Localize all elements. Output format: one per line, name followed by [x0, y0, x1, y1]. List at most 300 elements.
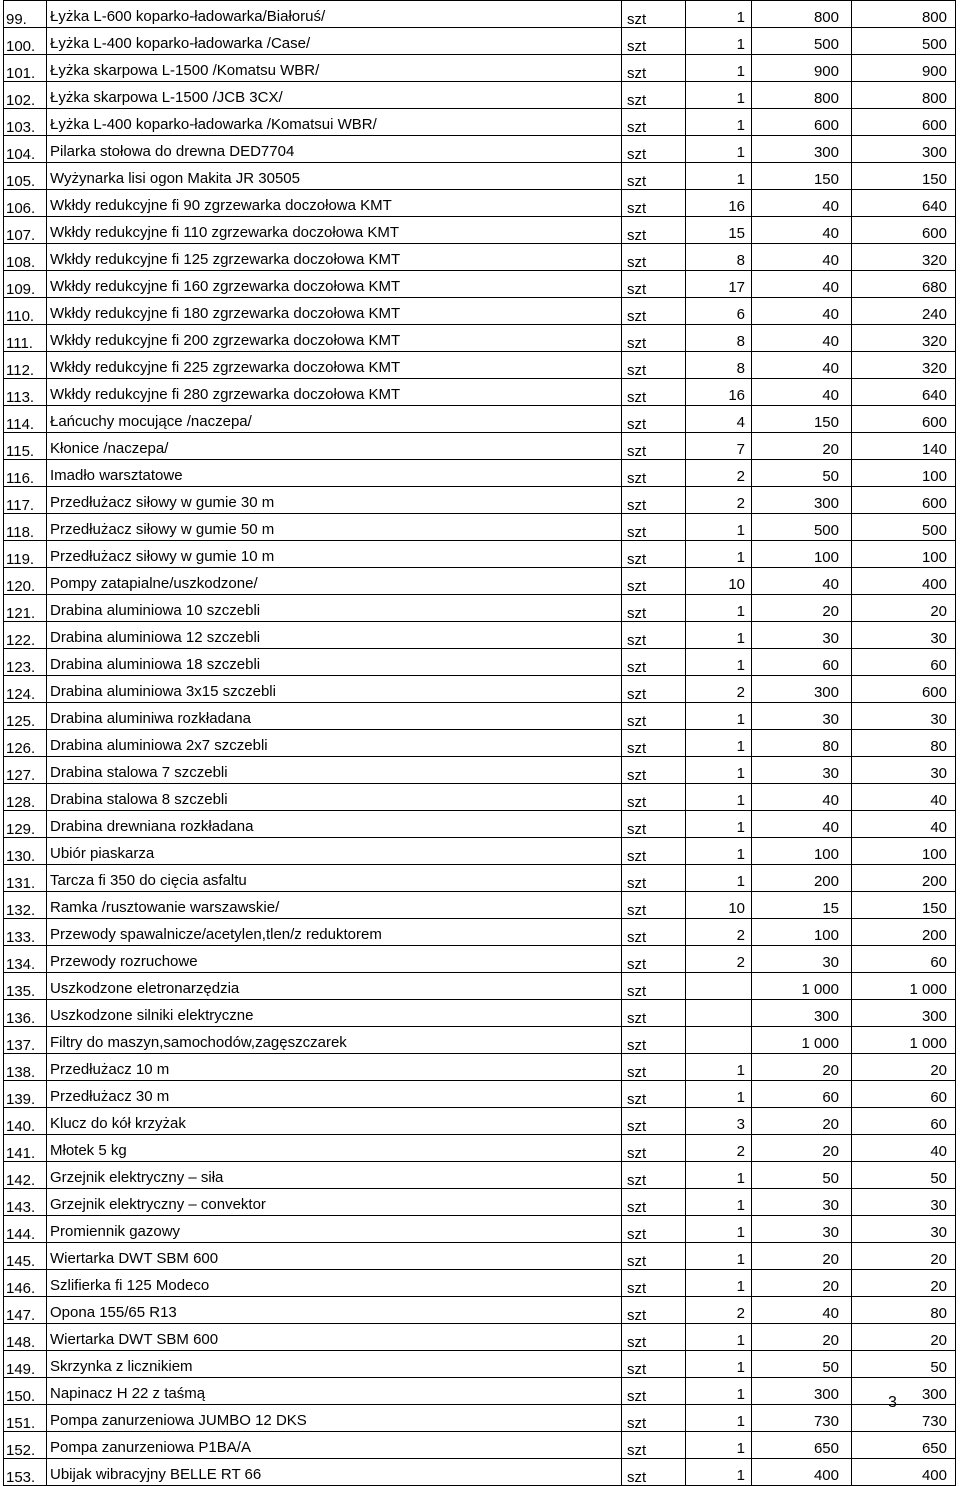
row-number: 133.: [4, 919, 47, 946]
table-row: [4, 298, 956, 325]
item-name: Szlifierka fi 125 Modeco: [47, 1270, 622, 1297]
table-row: [4, 622, 956, 649]
quantity: 2: [686, 487, 752, 514]
unit-price: 30: [752, 757, 852, 784]
item-name: Łyżka skarpowa L-1500 /JCB 3CX/: [47, 82, 622, 109]
row-number: 148.: [4, 1324, 47, 1351]
unit: szt: [622, 1324, 686, 1351]
unit-price: 300: [752, 136, 852, 163]
row-number: 150.: [4, 1378, 47, 1405]
unit-price: 200: [752, 865, 852, 892]
row-number: 134.: [4, 946, 47, 973]
item-name: Łyżka L-600 koparko-ładowarka/Białoruś/: [47, 1, 622, 28]
row-number: 129.: [4, 811, 47, 838]
unit: szt: [622, 1000, 686, 1027]
total-value: 20: [852, 595, 956, 622]
unit: szt: [622, 298, 686, 325]
item-name: Pompa zanurzeniowa JUMBO 12 DKS: [47, 1405, 622, 1432]
quantity: [686, 1027, 752, 1054]
unit-price: 20: [752, 1135, 852, 1162]
row-number: 151.: [4, 1405, 47, 1432]
unit-price: 20: [752, 595, 852, 622]
unit: szt: [622, 1189, 686, 1216]
quantity: 1: [686, 811, 752, 838]
item-name: Wiertarka DWT SBM 600: [47, 1324, 622, 1351]
row-number: 112.: [4, 352, 47, 379]
quantity: 17: [686, 271, 752, 298]
item-name: Wkłdy redukcyjne fi 160 zgrzewarka doczołowa KMT: [47, 271, 622, 298]
row-number: 128.: [4, 784, 47, 811]
unit: szt: [622, 838, 686, 865]
table-row: [4, 406, 956, 433]
item-name: Przedłużacz 30 m: [47, 1081, 622, 1108]
table-row: [4, 1000, 956, 1027]
table-row: [4, 1459, 956, 1486]
table-row: [4, 1162, 956, 1189]
unit: szt: [622, 244, 686, 271]
unit: szt: [622, 784, 686, 811]
unit-price: 60: [752, 649, 852, 676]
total-value: 320: [852, 325, 956, 352]
unit-price: 40: [752, 244, 852, 271]
unit: szt: [622, 163, 686, 190]
quantity: 1: [686, 784, 752, 811]
table-row: [4, 676, 956, 703]
total-value: 150: [852, 163, 956, 190]
unit-price: 800: [752, 82, 852, 109]
row-number: 135.: [4, 973, 47, 1000]
quantity: 1: [686, 1324, 752, 1351]
item-name: Przedłużacz siłowy w gumie 30 m: [47, 487, 622, 514]
quantity: 6: [686, 298, 752, 325]
quantity: 8: [686, 244, 752, 271]
row-number: 114.: [4, 406, 47, 433]
quantity: 3: [686, 1108, 752, 1135]
unit: szt: [622, 1135, 686, 1162]
total-value: 100: [852, 838, 956, 865]
quantity: 1: [686, 838, 752, 865]
unit: szt: [622, 757, 686, 784]
unit: szt: [622, 28, 686, 55]
unit: szt: [622, 1054, 686, 1081]
item-name: Ubiór piaskarza: [47, 838, 622, 865]
total-value: 600: [852, 676, 956, 703]
quantity: 1: [686, 1189, 752, 1216]
total-value: 800: [852, 82, 956, 109]
unit: szt: [622, 676, 686, 703]
item-name: Łyżka skarpowa L-1500 /Komatsu WBR/: [47, 55, 622, 82]
row-number: 109.: [4, 271, 47, 298]
item-name: Grzejnik elektryczny – siła: [47, 1162, 622, 1189]
quantity: 1: [686, 730, 752, 757]
item-name: Drabina aluminiowa 12 szczebli: [47, 622, 622, 649]
row-number: 125.: [4, 703, 47, 730]
unit: szt: [622, 487, 686, 514]
row-number: 126.: [4, 730, 47, 757]
total-value: 600: [852, 217, 956, 244]
unit-price: 100: [752, 919, 852, 946]
item-name: Drabina aluminiowa 10 szczebli: [47, 595, 622, 622]
unit-price: 30: [752, 946, 852, 973]
item-name: Kłonice /naczepa/: [47, 433, 622, 460]
unit: szt: [622, 190, 686, 217]
quantity: 1: [686, 865, 752, 892]
total-value: 200: [852, 919, 956, 946]
table-row: [4, 1081, 956, 1108]
total-value: 600: [852, 487, 956, 514]
table-row: [4, 190, 956, 217]
item-name: Filtry do maszyn,samochodów,zagęszczarek: [47, 1027, 622, 1054]
unit-price: 30: [752, 703, 852, 730]
table-row: [4, 541, 956, 568]
total-value: 60: [852, 649, 956, 676]
total-value: 680: [852, 271, 956, 298]
table-row: [4, 838, 956, 865]
row-number: 99.: [4, 1, 47, 28]
quantity: 1: [686, 1081, 752, 1108]
total-value: 300: [852, 1378, 956, 1405]
table-row: [4, 595, 956, 622]
inventory-table-body: [4, 1, 956, 1486]
total-value: 20: [852, 1270, 956, 1297]
unit-price: 30: [752, 622, 852, 649]
item-name: Ramka /rusztowanie warszawskie/: [47, 892, 622, 919]
quantity: 10: [686, 892, 752, 919]
item-name: Imadło warsztatowe: [47, 460, 622, 487]
table-row: [4, 514, 956, 541]
quantity: 1: [686, 163, 752, 190]
table-row: [4, 1270, 956, 1297]
unit: szt: [622, 1459, 686, 1486]
row-number: 104.: [4, 136, 47, 163]
unit-price: 20: [752, 1108, 852, 1135]
item-name: Drabina stalowa 7 szczebli: [47, 757, 622, 784]
total-value: 60: [852, 946, 956, 973]
total-value: 650: [852, 1432, 956, 1459]
total-value: 1 000: [852, 1027, 956, 1054]
unit: szt: [622, 352, 686, 379]
table-row: [4, 1378, 956, 1405]
unit: szt: [622, 919, 686, 946]
quantity: 1: [686, 595, 752, 622]
item-name: Uszkodzone silniki elektryczne: [47, 1000, 622, 1027]
item-name: Łyżka L-400 koparko-ładowarka /Komatsui WBR/: [47, 109, 622, 136]
quantity: 1: [686, 55, 752, 82]
unit-price: 40: [752, 568, 852, 595]
table-row: [4, 730, 956, 757]
quantity: 16: [686, 379, 752, 406]
unit: szt: [622, 1081, 686, 1108]
item-name: Przedłużacz 10 m: [47, 1054, 622, 1081]
table-row: [4, 1, 956, 28]
table-row: [4, 1054, 956, 1081]
table-row: [4, 1324, 956, 1351]
total-value: 100: [852, 460, 956, 487]
quantity: 1: [686, 1351, 752, 1378]
item-name: Pompa zanurzeniowa P1BA/A: [47, 1432, 622, 1459]
total-value: 20: [852, 1243, 956, 1270]
unit-price: 1 000: [752, 1027, 852, 1054]
unit-price: 20: [752, 1270, 852, 1297]
total-value: 80: [852, 1297, 956, 1324]
item-name: Przedłużacz siłowy w gumie 10 m: [47, 541, 622, 568]
total-value: 50: [852, 1351, 956, 1378]
unit: szt: [622, 811, 686, 838]
quantity: 16: [686, 190, 752, 217]
row-number: 152.: [4, 1432, 47, 1459]
total-value: 30: [852, 1216, 956, 1243]
row-number: 139.: [4, 1081, 47, 1108]
unit: szt: [622, 271, 686, 298]
table-row: [4, 244, 956, 271]
total-value: 20: [852, 1054, 956, 1081]
item-name: Wkłdy redukcyjne fi 200 zgrzewarka doczołowa KMT: [47, 325, 622, 352]
item-name: Drabina aluminiwa rozkładana: [47, 703, 622, 730]
quantity: 1: [686, 109, 752, 136]
unit-price: 730: [752, 1405, 852, 1432]
quantity: 1: [686, 28, 752, 55]
total-value: 730: [852, 1405, 956, 1432]
table-row: [4, 352, 956, 379]
table-row: [4, 271, 956, 298]
row-number: 102.: [4, 82, 47, 109]
unit: szt: [622, 1216, 686, 1243]
table-row: [4, 973, 956, 1000]
quantity: 1: [686, 757, 752, 784]
table-row: [4, 1297, 956, 1324]
unit-price: 40: [752, 811, 852, 838]
unit: szt: [622, 1297, 686, 1324]
total-value: 1 000: [852, 973, 956, 1000]
unit: szt: [622, 325, 686, 352]
unit-price: 600: [752, 109, 852, 136]
total-value: 500: [852, 514, 956, 541]
unit: szt: [622, 433, 686, 460]
table-row: [4, 946, 956, 973]
unit-price: 50: [752, 1162, 852, 1189]
item-name: Pilarka stołowa do drewna DED7704: [47, 136, 622, 163]
total-value: 60: [852, 1108, 956, 1135]
unit: szt: [622, 379, 686, 406]
quantity: 1: [686, 703, 752, 730]
unit: szt: [622, 1108, 686, 1135]
item-name: Tarcza fi 350 do cięcia asfaltu: [47, 865, 622, 892]
row-number: 146.: [4, 1270, 47, 1297]
unit-price: 300: [752, 676, 852, 703]
item-name: Ubijak wibracyjny BELLE RT 66: [47, 1459, 622, 1486]
row-number: 144.: [4, 1216, 47, 1243]
row-number: 142.: [4, 1162, 47, 1189]
unit-price: 40: [752, 190, 852, 217]
unit: szt: [622, 1378, 686, 1405]
total-value: 100: [852, 541, 956, 568]
unit: szt: [622, 892, 686, 919]
total-value: 240: [852, 298, 956, 325]
item-name: Klucz do kół krzyżak: [47, 1108, 622, 1135]
unit-price: 300: [752, 1000, 852, 1027]
unit-price: 150: [752, 163, 852, 190]
quantity: 1: [686, 1, 752, 28]
total-value: 30: [852, 757, 956, 784]
unit-price: 40: [752, 298, 852, 325]
row-number: 123.: [4, 649, 47, 676]
unit: szt: [622, 1027, 686, 1054]
unit-price: 20: [752, 1243, 852, 1270]
unit: szt: [622, 109, 686, 136]
table-row: [4, 109, 956, 136]
item-name: Drabina aluminiowa 2x7 szczebli: [47, 730, 622, 757]
quantity: 15: [686, 217, 752, 244]
row-number: 101.: [4, 55, 47, 82]
table-row: [4, 568, 956, 595]
table-row: [4, 892, 956, 919]
item-name: Grzejnik elektryczny – convektor: [47, 1189, 622, 1216]
row-number: 138.: [4, 1054, 47, 1081]
unit: szt: [622, 55, 686, 82]
total-value: 80: [852, 730, 956, 757]
unit: szt: [622, 1351, 686, 1378]
total-value: 900: [852, 55, 956, 82]
quantity: 2: [686, 1135, 752, 1162]
unit-price: 40: [752, 271, 852, 298]
item-name: Wyżynarka lisi ogon Makita JR 30505: [47, 163, 622, 190]
unit: szt: [622, 730, 686, 757]
row-number: 119.: [4, 541, 47, 568]
total-value: 300: [852, 1000, 956, 1027]
quantity: 1: [686, 1270, 752, 1297]
item-name: Opona 155/65 R13: [47, 1297, 622, 1324]
item-name: Wkłdy redukcyjne fi 225 zgrzewarka doczołowa KMT: [47, 352, 622, 379]
total-value: 50: [852, 1162, 956, 1189]
item-name: Wkłdy redukcyjne fi 125 zgrzewarka doczołowa KMT: [47, 244, 622, 271]
table-row: [4, 379, 956, 406]
total-value: 640: [852, 379, 956, 406]
item-name: Wkłdy redukcyjne fi 110 zgrzewarka doczołowa KMT: [47, 217, 622, 244]
item-name: Drabina aluminiowa 3x15 szczebli: [47, 676, 622, 703]
row-number: 103.: [4, 109, 47, 136]
total-value: 60: [852, 1081, 956, 1108]
quantity: 1: [686, 1459, 752, 1486]
quantity: 1: [686, 1162, 752, 1189]
unit-price: 40: [752, 217, 852, 244]
unit-price: 100: [752, 541, 852, 568]
quantity: 1: [686, 82, 752, 109]
total-value: 640: [852, 190, 956, 217]
quantity: 1: [686, 649, 752, 676]
total-value: 500: [852, 28, 956, 55]
table-row: [4, 703, 956, 730]
total-value: 20: [852, 1324, 956, 1351]
total-value: 320: [852, 244, 956, 271]
unit: szt: [622, 622, 686, 649]
row-number: 124.: [4, 676, 47, 703]
table-row: [4, 487, 956, 514]
table-row: [4, 919, 956, 946]
quantity: 1: [686, 1054, 752, 1081]
item-name: Przewody spawalnicze/acetylen,tlen/z reduktorem: [47, 919, 622, 946]
unit: szt: [622, 217, 686, 244]
row-number: 147.: [4, 1297, 47, 1324]
quantity: 1: [686, 1432, 752, 1459]
quantity: 1: [686, 1243, 752, 1270]
total-value: 40: [852, 1135, 956, 1162]
quantity: 1: [686, 1378, 752, 1405]
unit-price: 400: [752, 1459, 852, 1486]
total-value: 600: [852, 109, 956, 136]
item-name: Łańcuchy mocujące /naczepa/: [47, 406, 622, 433]
total-value: 320: [852, 352, 956, 379]
total-value: 30: [852, 622, 956, 649]
page-number: 3: [888, 1394, 897, 1411]
row-number: 149.: [4, 1351, 47, 1378]
table-row: [4, 433, 956, 460]
total-value: 40: [852, 811, 956, 838]
quantity: 2: [686, 460, 752, 487]
unit-price: 30: [752, 1189, 852, 1216]
unit-price: 500: [752, 514, 852, 541]
quantity: [686, 1000, 752, 1027]
unit-price: 50: [752, 1351, 852, 1378]
table-row: [4, 865, 956, 892]
unit: szt: [622, 406, 686, 433]
unit: szt: [622, 541, 686, 568]
item-name: Napinacz H 22 z taśmą: [47, 1378, 622, 1405]
unit: szt: [622, 568, 686, 595]
table-row: [4, 55, 956, 82]
unit-price: 40: [752, 1297, 852, 1324]
unit-price: 20: [752, 433, 852, 460]
total-value: 400: [852, 568, 956, 595]
total-value: 30: [852, 703, 956, 730]
unit-price: 40: [752, 325, 852, 352]
quantity: [686, 973, 752, 1000]
quantity: 7: [686, 433, 752, 460]
table-row: [4, 757, 956, 784]
total-value: 150: [852, 892, 956, 919]
unit-price: 500: [752, 28, 852, 55]
table-row: [4, 325, 956, 352]
item-name: Przedłużacz siłowy w gumie 50 m: [47, 514, 622, 541]
unit-price: 900: [752, 55, 852, 82]
unit-price: 300: [752, 487, 852, 514]
item-name: Drabina aluminiowa 18 szczebli: [47, 649, 622, 676]
total-value: 30: [852, 1189, 956, 1216]
quantity: 1: [686, 514, 752, 541]
row-number: 143.: [4, 1189, 47, 1216]
quantity: 2: [686, 1297, 752, 1324]
row-number: 145.: [4, 1243, 47, 1270]
unit: szt: [622, 865, 686, 892]
quantity: 4: [686, 406, 752, 433]
unit: szt: [622, 973, 686, 1000]
unit: szt: [622, 1270, 686, 1297]
unit: szt: [622, 1432, 686, 1459]
row-number: 108.: [4, 244, 47, 271]
table-row: [4, 82, 956, 109]
row-number: 118.: [4, 514, 47, 541]
table-row: [4, 1135, 956, 1162]
row-number: 110.: [4, 298, 47, 325]
quantity: 1: [686, 1216, 752, 1243]
item-name: Wiertarka DWT SBM 600: [47, 1243, 622, 1270]
unit: szt: [622, 460, 686, 487]
item-name: Drabina drewniana rozkładana: [47, 811, 622, 838]
row-number: 111.: [4, 325, 47, 352]
unit-price: 150: [752, 406, 852, 433]
row-number: 137.: [4, 1027, 47, 1054]
unit-price: 15: [752, 892, 852, 919]
unit: szt: [622, 595, 686, 622]
